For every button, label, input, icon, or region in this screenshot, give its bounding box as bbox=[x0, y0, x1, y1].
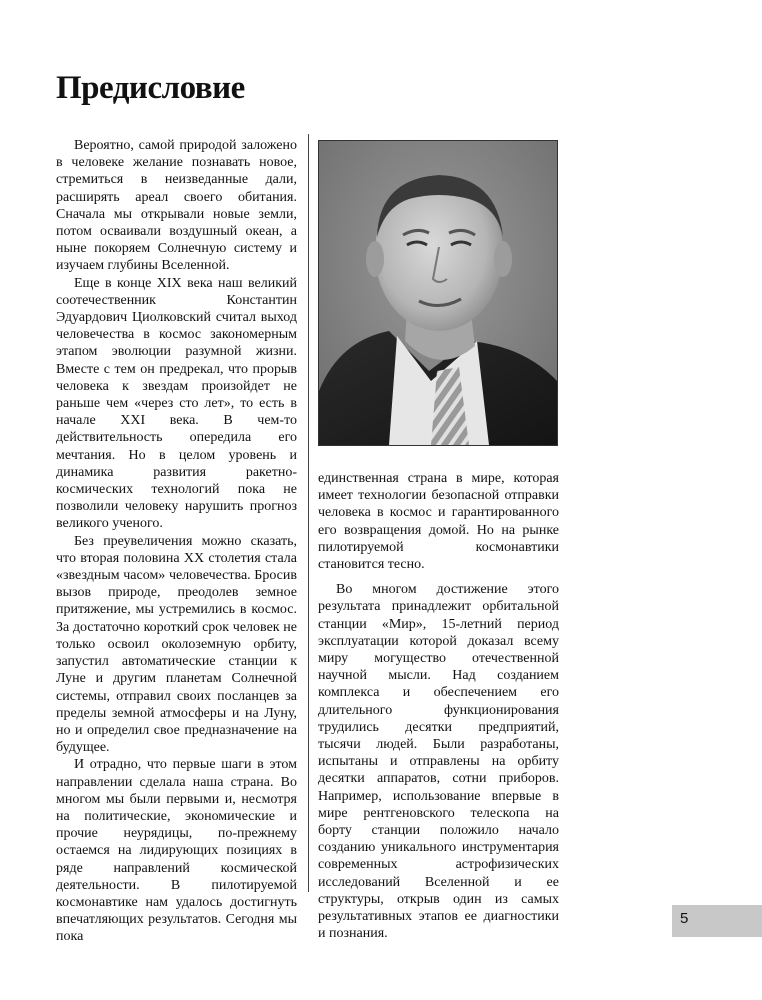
paragraph-6: Во многом достижение этого результата принадлежит орбитальной станции «Мир», 15-летний период эксплуатации которой доказал всему миру могущество отечественной научной мысли. Над созданием комплекса и обеспечением его длительного функционирования трудились десятки предприятий, тысячи людей. Были разработаны, испытаны и отправлены на орбиту десятки аппаратов, сотни приборов. Например, использование впервые в мире рентгеновского телескопа на борту станции положило начало созданию уникального инструментария современных астрофизических исследований Вселенной и ее структуры, открыв один из самых результативных этапов ее диагностики и познания. bbox=[318, 582, 559, 942]
paragraph-5: единственная страна в мире, которая имеет технологии безопасной отправки человека в космос и гарантированного его возвращения домой. Но на рынке пилотируемой космонавтики становится тесно. bbox=[318, 471, 559, 573]
page-number: 5 bbox=[680, 910, 689, 927]
right-column bbox=[318, 470, 559, 942]
paragraph-3: Без преувеличения можно сказать, что вторая половина XX столетия стала «звездным часом» человечества. Бросив вызов природе, преодолев земное притяжение, мы устремились в космос. За достаточно короткий срок человек не только освоил околоземную орбиту, запустил автоматические станции к Луне и другим планетам Солнечной системы, отправил своих посланцев за пределы земной атмосферы и на Луну, но и определил свое предназначение на будущее. bbox=[56, 533, 297, 756]
paragraph-4: И отрадно, что первые шаги в этом направлении сделала наша страна. Во многом мы были первыми и, несмотря на политические, экономические и прочие неурядицы, по-прежнему остаемся на лидирующих позициях в ряде направлений космической деятельности. В пилотируемой космонавтике нам удалось достигнуть впечатляющих результатов. Сегодня мы пока bbox=[56, 757, 297, 945]
left-column bbox=[56, 137, 297, 946]
column-divider bbox=[308, 134, 309, 892]
page-title: Предисловие bbox=[56, 70, 245, 106]
portrait-photo bbox=[318, 140, 558, 446]
paragraph-1: Вероятно, самой природой заложено в человеке желание познавать новое, стремиться в неизведанные дали, расширять ареал своего обитания. Сначала мы открывали новые земли, потом осваивали воздушный океан, а ныне покоряем Солнечную систему и изучаем глубины Вселенной. bbox=[56, 138, 297, 274]
paragraph-2: Еще в конце XIX века наш великий соотечественник Константин Эдуардович Циолковский считал выход человечества в космос закономерным этапом эволюции разумной жизни. Вместе с тем он предрекал, что прорыв человека к звездам произойдет не раньше чем «через сто лет», то есть в начале XXI века. В чем-то действительность опередила его мечтания. Но в целом уровень и динамика развития ракетно-космических технологий пока не позволили человеку нарушить прогноз великого ученого. bbox=[56, 275, 297, 532]
portrait-image bbox=[319, 141, 557, 445]
